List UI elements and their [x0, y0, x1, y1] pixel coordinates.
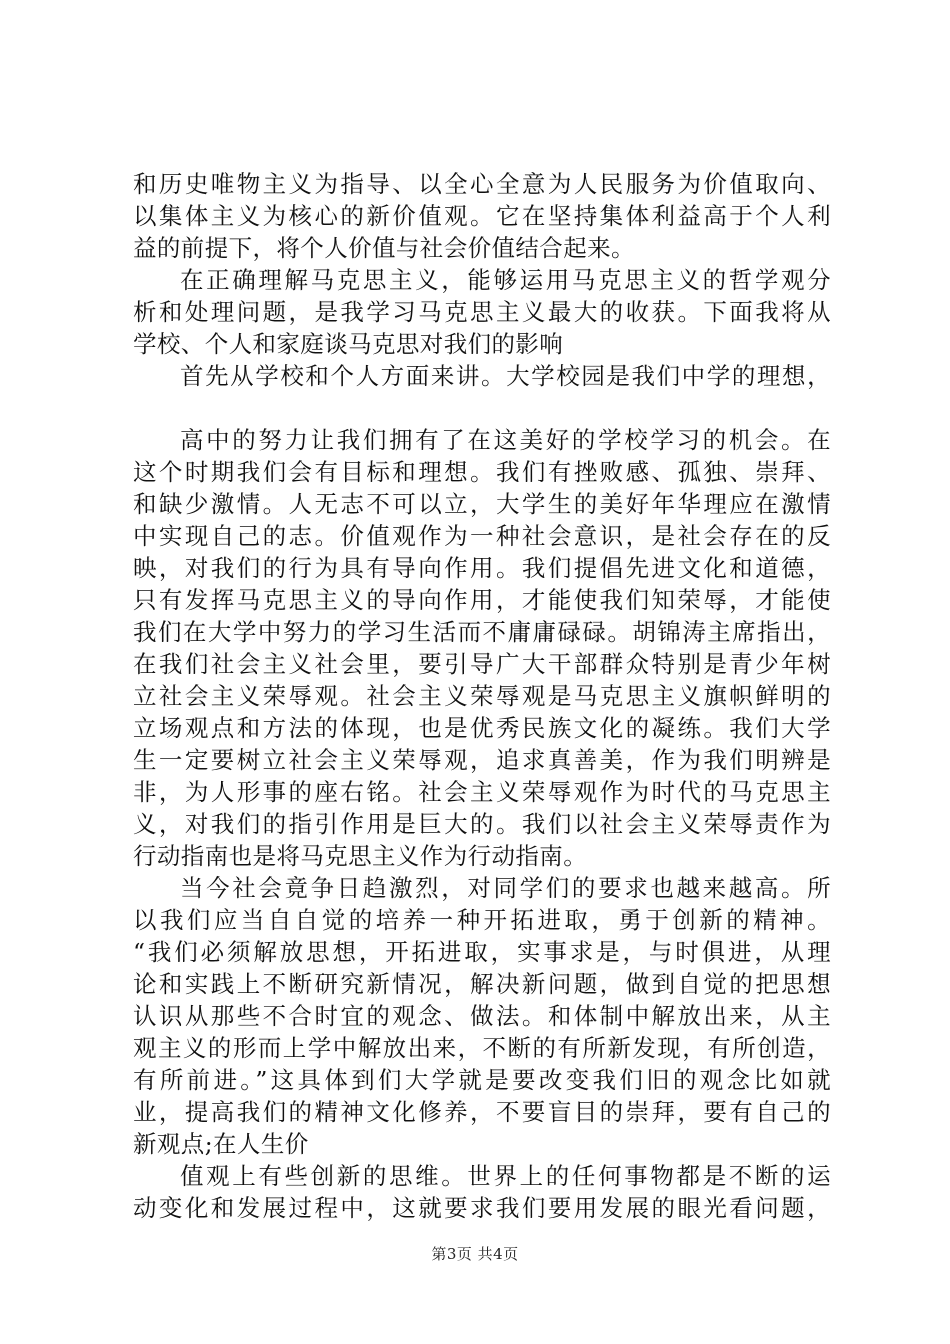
text-line: 只有发挥马克思主义的导向作用，才能使我们知荣辱，才能使 [133, 586, 831, 614]
text-line: 观主义的形而上学中解放出来，不断的有所新发现，有所创造， [133, 1034, 831, 1062]
text-line: 值观上有些创新的思维。世界上的任何事物都是不断的运 [180, 1162, 831, 1190]
text-line: 和缺少激情。人无志不可以立，大学生的美好年华理应在激情 [133, 490, 831, 518]
text-line: 义，对我们的指引作用是巨大的。我们以社会主义荣辱责作为 [133, 810, 831, 838]
text-line: 动变化和发展过程中，这就要求我们要用发展的眼光看问题， [133, 1194, 831, 1222]
text-line: 这个时期我们会有目标和理想。我们有挫败感、孤独、崇拜、 [133, 458, 831, 486]
text-line: 在正确理解马克思主义，能够运用马克思主义的哲学观分 [180, 266, 831, 294]
text-line: 论和实践上不断研究新情况，解决新问题，做到自觉的把思想 [133, 970, 831, 998]
text-block-upper [133, 168, 831, 392]
text-line: 我们在大学中努力的学习生活而不庸庸碌碌。胡锦涛主席指出， [133, 618, 831, 646]
text-line: 首先从学校和个人方面来讲。大学校园是我们中学的理想， [180, 362, 831, 390]
text-line: 中实现自己的志。价值观作为一种社会意识，是社会存在的反 [133, 522, 831, 550]
text-line: 学校、个人和家庭谈马克思对我们的影响 [133, 330, 564, 358]
text-line: 高中的努力让我们拥有了在这美好的学校学习的机会。在 [180, 426, 831, 454]
text-line: 新观点;在人生价 [133, 1130, 309, 1158]
text-line: 益的前提下，将个人价值与社会价值结合起来。 [133, 234, 635, 262]
text-line: 生一定要树立社会主义荣辱观，追求真善美，作为我们明辨是 [133, 746, 831, 774]
text-line: 在我们社会主义社会里，要引导广大干部群众特别是青少年树 [133, 650, 831, 678]
text-line: 立场观点和方法的体现，也是优秀民族文化的凝练。我们大学 [133, 714, 831, 742]
text-line: 有所前进。”这具体到们大学就是要改变我们旧的观念比如就 [133, 1066, 831, 1094]
text-line: 以集体主义为核心的新价值观。它在坚持集体利益高于个人利 [133, 202, 831, 230]
text-line: 非，为人形事的座右铭。社会主义荣辱观作为时代的马克思主 [133, 778, 831, 806]
text-line: 立社会主义荣辱观。社会主义荣辱观是马克思主义旗帜鲜明的 [133, 682, 831, 710]
text-block-main [133, 424, 831, 1224]
text-line: 当今社会竟争日趋激烈，对同学们的要求也越来越高。所 [180, 874, 831, 902]
text-line: 映，对我们的行为具有导向作用。我们提倡先进文化和道德， [133, 554, 831, 582]
page-footer: 第3页 共4页 [431, 1245, 519, 1263]
text-line: 析和处理问题，是我学习马克思主义最大的收获。下面我将从 [133, 298, 831, 326]
text-line: 行动指南也是将马克思主义作为行动指南。 [133, 842, 588, 870]
text-line: 业，提高我们的精神文化修养，不要盲目的崇拜，要有自己的 [133, 1098, 831, 1126]
text-line: 和历史唯物主义为指导、以全心全意为人民服务为价值取向、 [133, 170, 831, 198]
text-line: 以我们应当自自觉的培养一种开拓进取，勇于创新的精神。 [133, 906, 831, 934]
text-line: “我们必须解放思想，开拓进取，实事求是，与时俱进，从理 [133, 938, 831, 966]
text-line: 认识从那些不合时宜的观念、做法。和体制中解放出来，从主 [133, 1002, 831, 1030]
